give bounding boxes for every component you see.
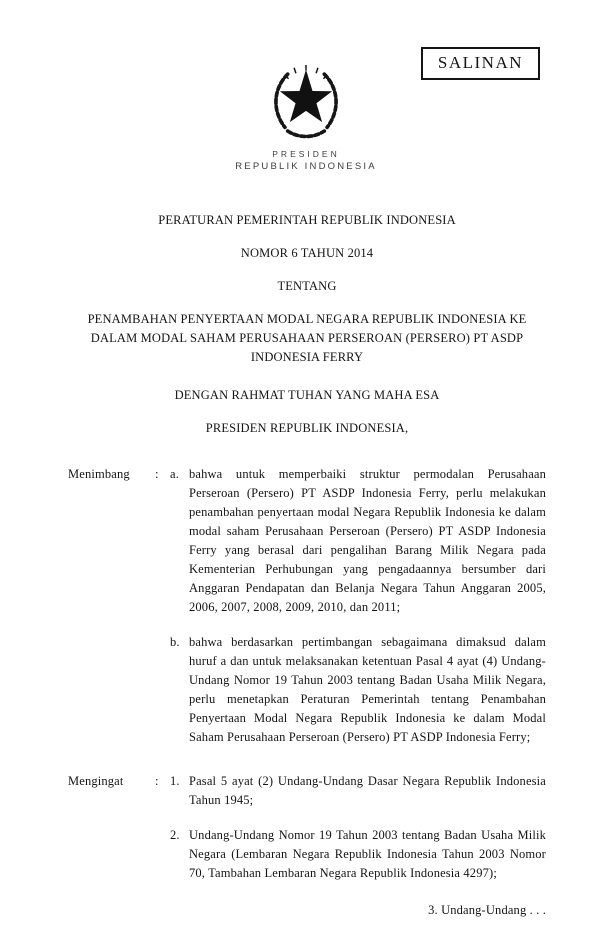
letterhead-republik-indonesia: REPUBLIK INDONESIA: [235, 161, 377, 172]
letterhead: [0, 54, 612, 172]
title-block: [68, 211, 546, 438]
legal-basis-item-2: [170, 826, 546, 883]
item-marker: 1.: [170, 774, 180, 788]
issuer-line: PRESIDEN REPUBLIK INDONESIA,: [205, 421, 409, 435]
invocation-line: DENGAN RAHMAT TUHAN YANG MAHA ESA: [174, 388, 440, 402]
considerations-section: [68, 465, 546, 747]
legal-basis-items: [170, 772, 546, 883]
mengingat-label: Mengingat: [68, 774, 124, 788]
menimbang-label: Menimbang: [68, 467, 130, 481]
letterhead-presiden: PRESIDEN: [272, 149, 340, 159]
consideration-item-b: [170, 633, 546, 747]
menimbang-separator: :: [155, 467, 159, 481]
page-catchword: 3. Undang-Undang . . .: [428, 903, 546, 917]
item-text: Undang-Undang Nomor 19 Tahun 2003 tentang Badan Usaha Milik Negara (Lembaran Negara Republik Indonesia Tahun 2003 Nomor 70, Tambahan Lembaran Negara Republik Indonesia 4297);: [189, 828, 546, 880]
regulation-heading: PERATURAN PEMERINTAH REPUBLIK INDONESIA: [158, 213, 456, 227]
document-body: [68, 211, 546, 920]
item-marker: b.: [170, 635, 180, 649]
item-marker: 2.: [170, 828, 180, 842]
regulation-number: NOMOR 6 TAHUN 2014: [240, 246, 374, 260]
salinan-label: SALINAN: [437, 53, 523, 72]
item-text: bahwa berdasarkan pertimbangan sebagaimana dimaksud dalam huruf a dan untuk melaksanakan ketentuan Pasal 4 ayat (4) Undang-Undang Nomor 19 Tahun 2003 tentang Badan Usaha Milik Negara, perlu menetapkan Peraturan Pemerintah tentang Penambahan Penyertaan Modal Negara Republik Indonesia ke dalam Modal Saham Perusahaan Perseroan (Persero) PT ASDP Indonesia Ferry;: [189, 635, 546, 744]
legal-basis-item-1: [170, 772, 546, 810]
item-text: bahwa untuk memperbaiki struktur permodalan Perusahaan Perseroan (Persero) PT ASDP Indonesia Ferry, perlu melakukan penambahan penyertaan modal Negara Republik Indonesia ke dalam modal saham Perusahaan Perseroan (Persero) PT ASDP Indonesia Ferry yang berasal dari pengalihan Barang Milik Negara pada Kementerian Perhubungan yang pengadaannya bersumber dari Anggaran Pendapatan dan Belanja Negara Tahun Anggaran 2005, 2006, 2007, 2008, 2009, 2010, dan 2011;: [189, 467, 546, 614]
considerations-items: [170, 465, 546, 747]
tentang-label: TENTANG: [277, 279, 337, 293]
item-text: Pasal 5 ayat (2) Undang-Undang Dasar Negara Republik Indonesia Tahun 1945;: [189, 774, 546, 807]
regulation-subject: PENAMBAHAN PENYERTAAN MODAL NEGARA REPUBLIK INDONESIA KE DALAM MODAL SAHAM PERUSAHAAN PERSEROAN (PERSERO) PT ASDP INDONESIA FERRY: [87, 312, 527, 364]
mengingat-separator: :: [155, 774, 159, 788]
consideration-item-a: [170, 465, 546, 617]
legal-basis-section: [68, 772, 546, 883]
presidential-seal-icon: [260, 54, 352, 142]
item-marker: a.: [170, 467, 179, 481]
